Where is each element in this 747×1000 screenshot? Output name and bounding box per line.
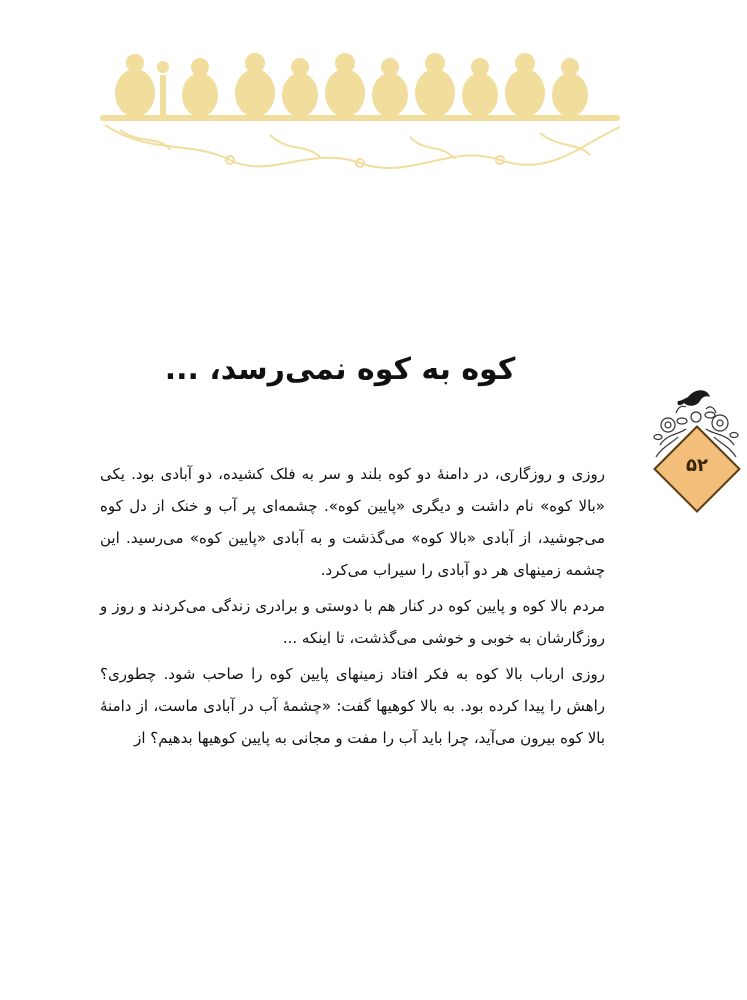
seated-figures: [115, 53, 588, 117]
header-illustration: [90, 45, 630, 175]
paragraph: روزی ارباب بالا کوه به فکر افتاد زمینهای پایین کوه را صاحب شود. چطوری؟ راهش را پیدا کرده بود. به بالا کوهیها گفت: «چشمهٔ آب در آبادی ماست، از دامنهٔ بالا کوه بیرون می‌آید، چرا باید آب را مفت و مجانی به پایین کوهیها بدهیم؟ از: [100, 665, 605, 747]
paragraph: مردم بالا کوه و پایین کوه در کنار هم با دوستی و برادری زندگی می‌کردند و روز و روزگارشان به خوبی و خوشی می‌گذشت، تا اینکه ...: [100, 597, 605, 647]
story-body: [100, 458, 605, 758]
bird-icon: [677, 390, 710, 406]
page-number: ۵۲: [686, 455, 708, 476]
paragraph: روزی و روزگاری، در دامنهٔ دو کوه بلند و سر به فلک کشیده، دو آبادی بود. یکی «بالا کوه» نام داشت و دیگری «پایین کوه». چشمه‌ای پر آب و خنک از دل کوه می‌جوشید، از آبادی «بالا کوه» می‌گذشت و به آبادی «پایین کوه» می‌رسید. این چشمه زمینهای هر دو آبادی را سیراب می‌کرد.: [100, 465, 605, 579]
vine-flourish: [105, 125, 620, 168]
page-title: کوه به کوه نمی‌رسد، ...: [164, 352, 516, 387]
